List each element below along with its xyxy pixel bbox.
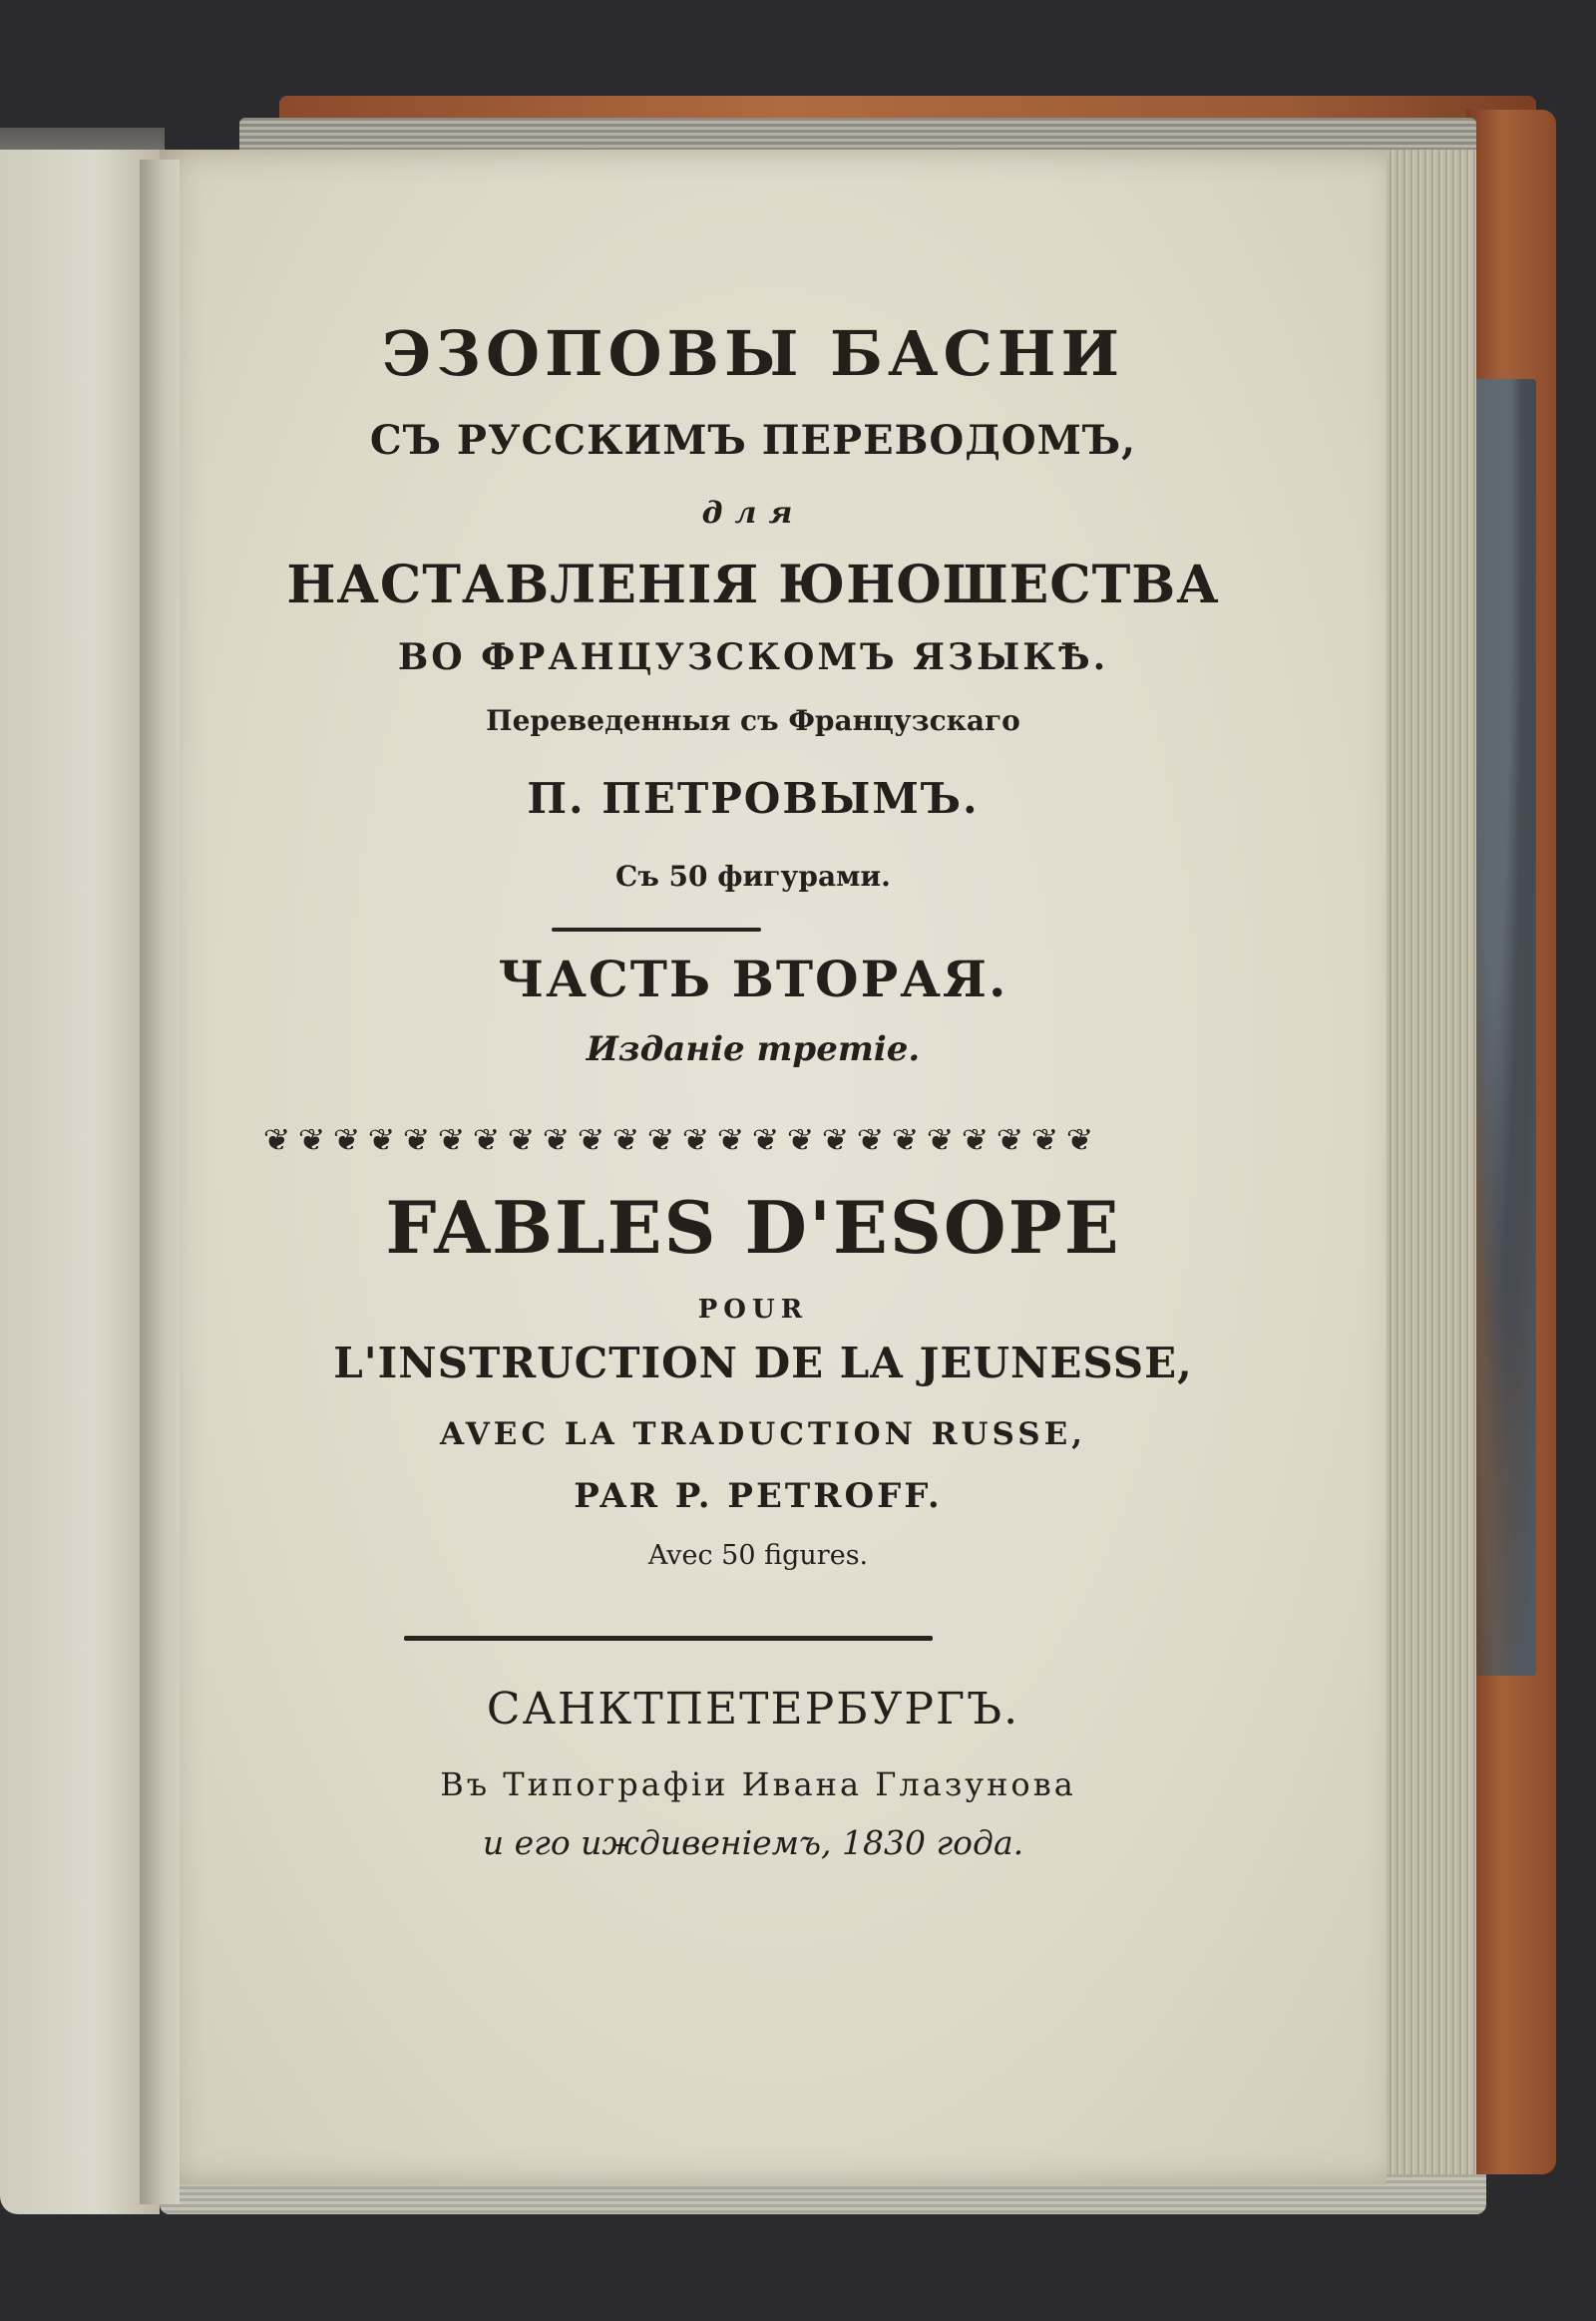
fr-pour: POUR bbox=[697, 1295, 809, 1325]
imprint-printer: Въ Типографіи Ивана Глазунова bbox=[440, 1765, 1076, 1803]
fr-translation: AVEC LA TRADUCTION RUSSE, bbox=[439, 1416, 1087, 1452]
ru-with-translation: СЪ РУССКИМЪ ПЕРЕВОДОМЪ, bbox=[369, 417, 1137, 464]
ru-part: ЧАСТЬ ВТОРАЯ. bbox=[498, 950, 1008, 1008]
ornamental-border: ❦ ❦ ❦ ❦ ❦ ❦ ❦ ❦ ❦ ❦ ❦ ❦ ❦ ❦ ❦ ❦ ❦ ❦ ❦ ❦ ❦ ❦ ❦ ❦ bbox=[262, 1122, 1094, 1158]
imprint-date: и его иждивеніемъ, 1830 года. bbox=[482, 1823, 1024, 1862]
divider-rule bbox=[552, 928, 761, 932]
ru-for: для bbox=[701, 496, 805, 531]
fr-author: PAR P. PETROFF. bbox=[574, 1476, 943, 1516]
ru-title: ЭЗОПОВЫ БАСНИ bbox=[381, 317, 1125, 390]
fr-title: FABLES D'ESOPE bbox=[385, 1185, 1121, 1270]
imprint-city: САНКТПЕТЕРБУРГЪ. bbox=[486, 1684, 1020, 1735]
left-page bbox=[0, 150, 160, 2214]
ru-in-french: ВО ФРАНЦУЗСКОМЪ ЯЗЫКѢ. bbox=[397, 636, 1109, 678]
fr-figures: Avec 50 figures. bbox=[647, 1540, 869, 1571]
divider-rule-2 bbox=[404, 1636, 933, 1641]
ru-edition: Изданіе третіе. bbox=[586, 1029, 921, 1069]
ru-translated-from: Переведенныя съ Французскаго bbox=[486, 704, 1020, 737]
ru-figures: Съ 50 фигурами. bbox=[615, 860, 891, 893]
fr-instruction: L'INSTRUCTION DE LA JEUNESSE, bbox=[333, 1339, 1193, 1387]
page-block-fore-edge bbox=[1387, 150, 1476, 2194]
ru-instruction: НАСТАВЛЕНІЯ ЮНОШЕСТВА bbox=[286, 555, 1220, 615]
marbled-board bbox=[1474, 379, 1536, 1676]
ru-author: П. ПЕТРОВЫМЪ. bbox=[527, 774, 980, 823]
gutter bbox=[140, 160, 180, 2204]
